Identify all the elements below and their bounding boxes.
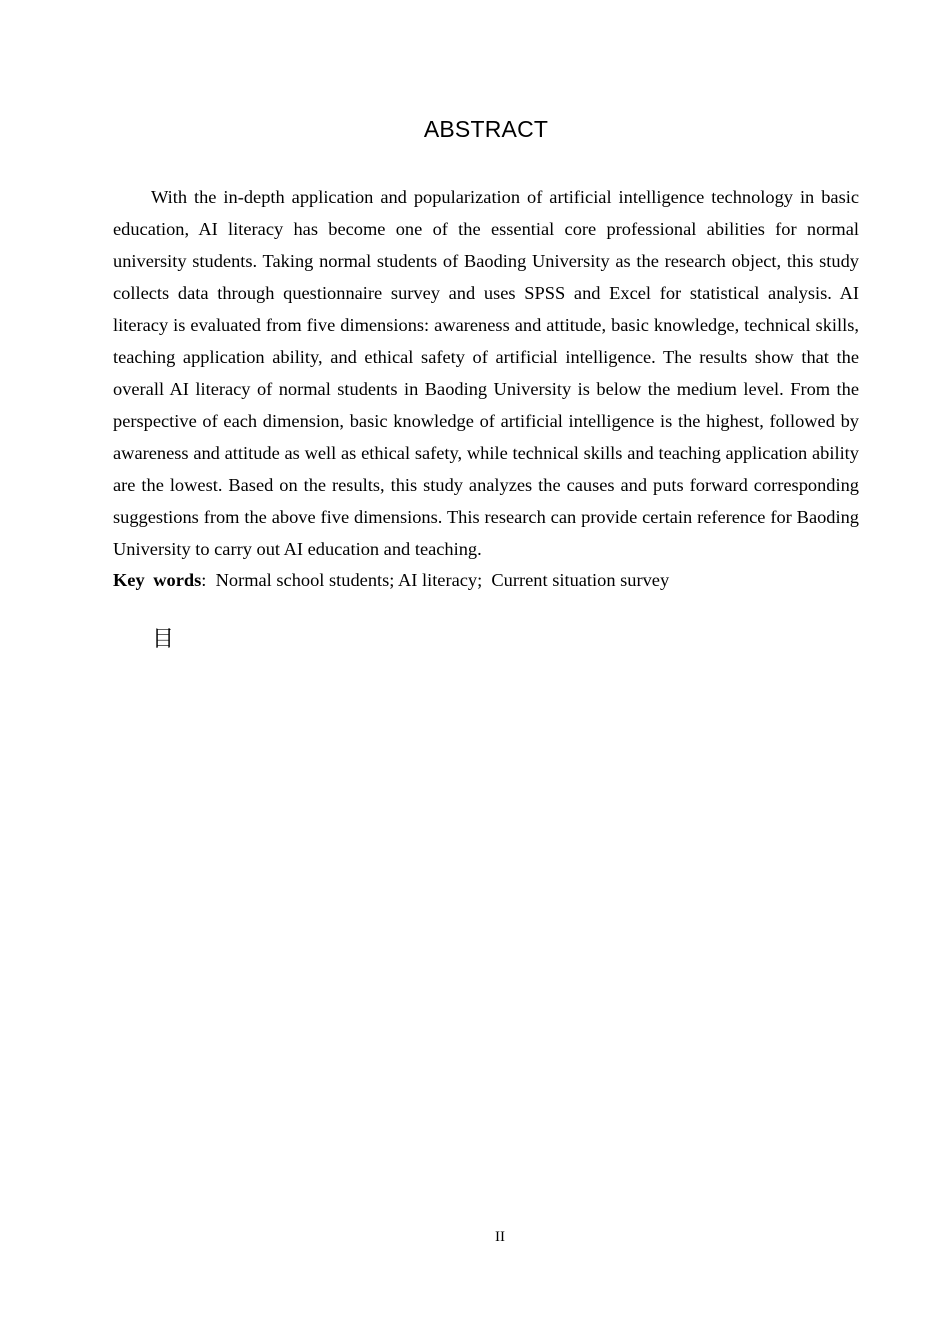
keywords-separator: :: [201, 570, 216, 590]
keywords-label: Key words: [113, 570, 202, 590]
keywords-value: Normal school students; AI literacy; Current situation survey: [215, 570, 670, 590]
keywords-line: [113, 564, 859, 596]
abstract-title: ABSTRACT: [423, 116, 549, 142]
toc-heading-fragment: 目: [152, 627, 175, 652]
abstract-body: With the in-depth application and popularization of artificial intelligence technology in basic education, AI literacy has become one of the essential core professional abilities for normal university students. Taking normal students of Baoding University as the research object, this study collects data through questionnaire survey and uses SPSS and Excel for statistical analysis. AI literacy is evaluated from five dimensions: awareness and attitude, basic knowledge, technical skills, teaching application ability, and ethical safety of artificial intelligence. The results show that the overall AI literacy of normal students in Baoding University is below the medium level. From the perspective of each dimension, basic knowledge of artificial intelligence is the highest, followed by awareness and attitude as well as ethical safety, while technical skills and teaching application ability are the lowest. Based on the results, this study analyzes the causes and puts forward corresponding suggestions from the above five dimensions. This research can provide certain reference for Baoding University to carry out AI education and teaching.: [113, 187, 859, 559]
page-number: II: [495, 1229, 505, 1245]
